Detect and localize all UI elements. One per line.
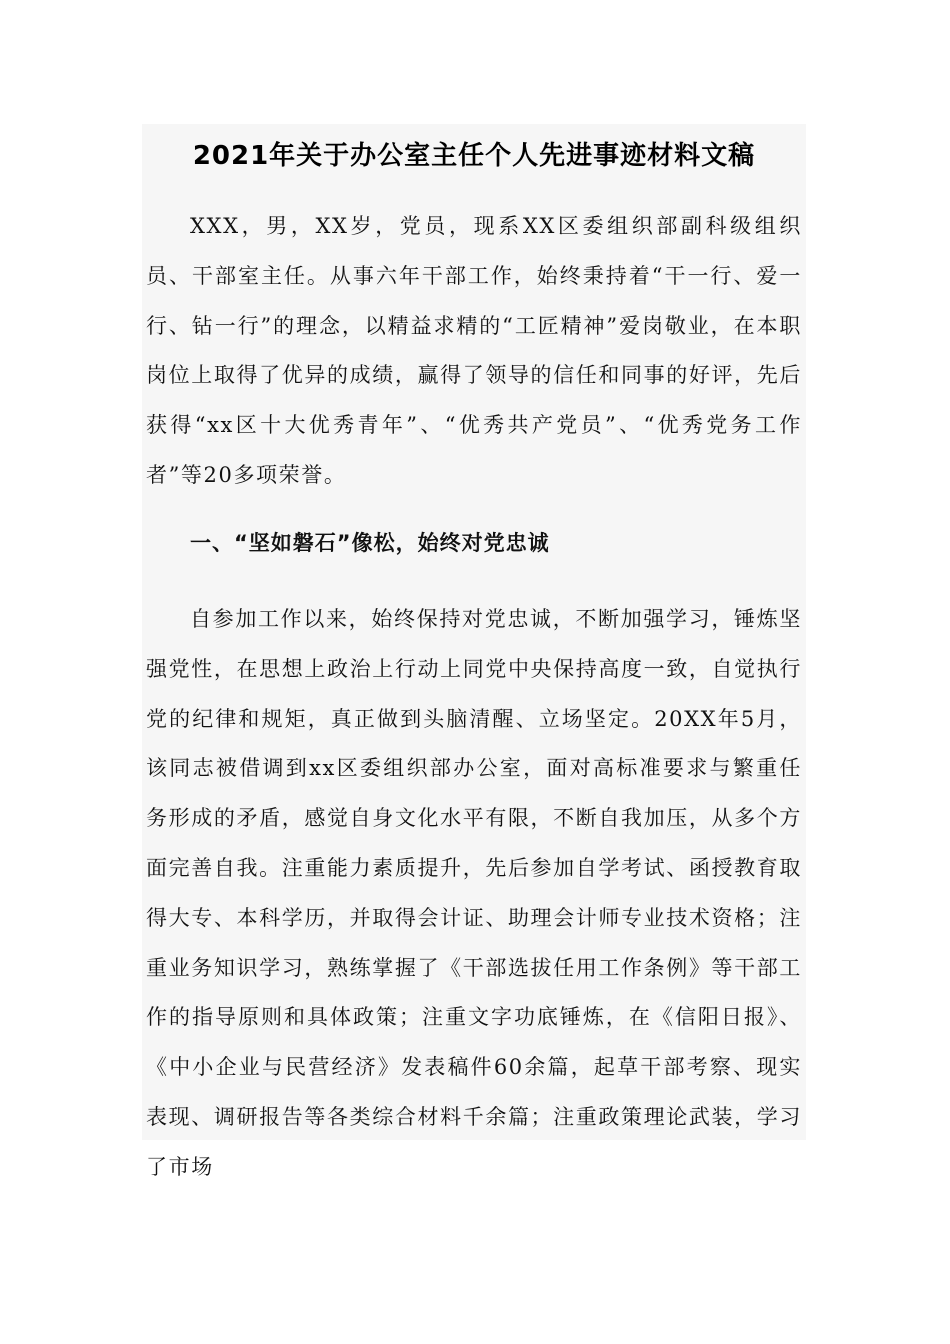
section-heading: 一、“坚如磐石”像松，始终对党忠诚 bbox=[190, 531, 550, 555]
document-page bbox=[142, 124, 806, 1179]
section-paragraph: 自参加工作以来，始终保持对党忠诚，不断加强学习，锤炼坚强党性，在思想上政治上行动上同党中央保持高度一致，自觉执行党的纪律和规矩，真正做到头脑清醒、立场坚定。20XX年5月，该同志被借调到xx区委组织部办公室，面对高标准要求与繁重任务形成的矛盾，感觉自身文化水平有限，不断自我加压，从多个方面完善自我。注重能力素质提升，先后参加自学考试、函授教育取得大专、本科学历，并取得会计证、助理会计师专业技术资格；注重业务知识学习，熟练掌握了《干部选拔任用工作条例》等干部工作的指导原则和具体政策；注重文字功底锤炼，在《信阳日报》、《中小企业与民营经济》发表稿件60余篇，起草干部考察、现实表现、调研报告等各类综合材料千余篇；注重政策理论武装，学习了市场 bbox=[146, 607, 802, 1179]
intro-paragraph: XXX，男，XX岁，党员，现系XX区委组织部副科级组织员、干部室主任。从事六年干部工作，始终秉持着“干一行、爱一行、钻一行”的理念，以精益求精的“工匠精神”爱岗敬业，在本职岗位上取得了优异的成绩，赢得了领导的信任和同事的好评，先后获得“xx区十大优秀青年”、“优秀共产党员”、“优秀党务工作者”等20多项荣誉。 bbox=[146, 214, 802, 487]
document-title: 2021年关于办公室主任个人先进事迹材料文稿 bbox=[192, 141, 756, 171]
